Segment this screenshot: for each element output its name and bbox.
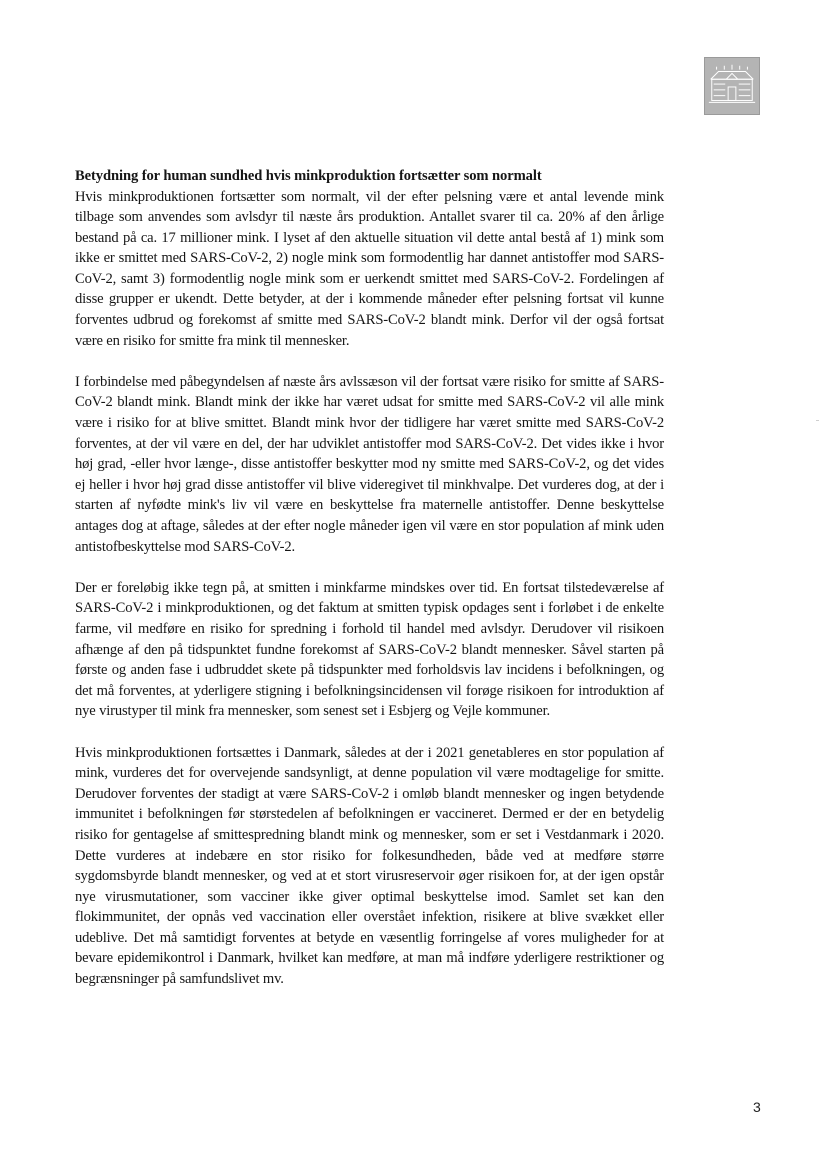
scan-speck xyxy=(816,420,819,421)
paragraph: Hvis minkproduktionen fortsættes i Danmark, således at der i 2021 genetableres en stor population af mink, vurderes det for overvejende sandsynligt, at denne population vil være modtagelige for smitte. Derudover forventes der stadigt at være SARS-CoV-2 i omløb blandt mennesker og ingen betydende immunitet i befolkningen før størstedelen af befolkningen er vaccineret. Dermed er der en betydelig risiko for gentagelse af smittespredning blandt mink og mennesker, som er set i Vestdanmark i 2020. Dette vurderes at indebære en stor risiko for folkesundheden, både ved at medføre større sygdomsbyrde blandt mennesker, og ved at et stort virusreservoir øger risikoen for, at der igen opstår nye virusmutationer, som vacciner ikke giver optimal beskyttelse imod. Samlet set kan den flokimmunitet, der opnås ved vaccination eller overstået infektion, risikere at blive svækket eller udeblive. Det må samtidigt forventes at betyde en væsentlig forringelse af vores muligheder for at bevare epidemikontrol i Danmark, hvilket kan medføre, at man må indføre yderligere restriktioner og begrænsninger på samfundslivet mv. xyxy=(75,744,664,988)
paragraph: Der er foreløbig ikke tegn på, at smitten i minkfarme mindskes over tid. En fortsat tilstedeværelse af SARS-CoV-2 i minkproduktionen, og det faktum at smitten typisk opdages sent i forløbet i de enkelte farme, vil medføre en risiko for spredning i forhold til handel med avlsdyr. Derudover vil risikoen afhænge af den på tidspunktet fundne forekomst af SARS-CoV-2 blandt mennesker. Såvel starten på første og anden fase i udbruddet skete på tidspunkter med forholdsvis lav incidens i befolkningen, og det må forventes, at yderligere stigning i befolkningsincidensen vil forøge risikoen for introduktion af nye virustyper til mink fra mennesker, som senest set i Esbjerg og Vejle kommuner. xyxy=(75,579,664,720)
paragraph: I forbindelse med påbegyndelsen af næste års avlssæson vil der fortsat være risiko for smitte af SARS-CoV-2 blandt mink. Blandt mink der ikke har været udsat for smitte med SARS-CoV-2 vil alle mink være i risiko for at blive smittet. Blandt mink hvor der tidligere har været smitte med SARS-CoV-2 forventes, at der vil være en del, der har udviklet antistoffer mod SARS-CoV-2. Det vides ikke i hvor høj grad, -eller hvor længe-, disse antistoffer beskytter mod ny smitte med SARS-CoV-2, og det vides ej heller i hvor høj grad disse antistoffer vil blive videregivet til minkhvalpe. Det vurderes dog, at der i starten af nyfødte mink's liv vil være en beskyttelse fra maternelle antistoffer. Denne beskyttelse antages dog at aftage, således at der efter nogle måneder igen vil være en stor population af mink uden antistofbeskyttelse mod SARS-CoV-2. xyxy=(75,373,664,555)
section-heading: Betydning for human sundhed hvis minkproduktion fortsætter som normalt xyxy=(75,168,542,184)
document-body xyxy=(75,166,664,1010)
building-logo-icon xyxy=(704,57,760,115)
page-number: 3 xyxy=(753,1099,761,1115)
paragraph: Hvis minkproduktionen fortsætter som normalt, vil der efter pelsning være et antal levende mink tilbage som anvendes som avlsdyr til næste års produktion. Antallet svarer til ca. 20% af den årlige bestand på ca. 17 millioner mink. I lyset af den aktuelle situation vil dette antal bestå af 1) mink som ikke er smittet med SARS-CoV-2, 2) nogle mink som formodentlig har dannet antistoffer mod SARS-CoV-2, samt 3) formodentlig nogle mink som er uerkendt smittet med SARS-CoV-2. Fordelingen af disse grupper er ukendt. Dette betyder, at der i kommende måneder efter pelsning fortsat vil kunne forventes udbrud og forekomst af smitte med SARS-CoV-2 blandt mink. Derfor vil der også fortsat være en risiko for smitte fra mink til mennesker. xyxy=(75,188,664,349)
